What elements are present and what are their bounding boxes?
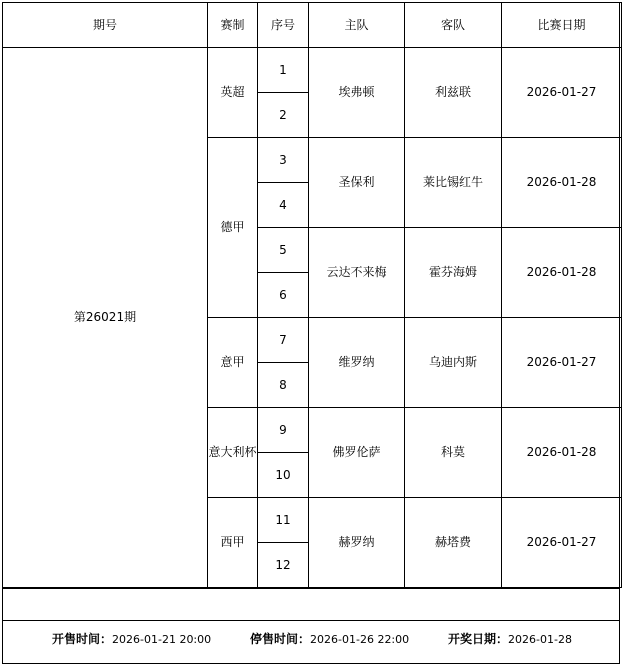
home-team-cell: 圣保利: [309, 138, 405, 228]
away-team-cell: 赫塔费: [405, 498, 502, 588]
draw-date-label: 开奖日期：: [448, 632, 509, 646]
home-team-cell: 佛罗伦萨: [309, 408, 405, 498]
league-cell: 意大利杯: [208, 408, 258, 498]
header-home-team: 主队: [309, 3, 405, 48]
seq-cell: 7: [258, 318, 309, 363]
match-date-cell: 2026-01-28: [502, 138, 622, 228]
header-match-date: 比赛日期: [502, 3, 622, 48]
seq-cell: 8: [258, 363, 309, 408]
home-team-cell: 维罗纳: [309, 318, 405, 408]
blank-row: [2, 588, 620, 621]
away-team-cell: 科莫: [405, 408, 502, 498]
league-cell: 英超: [208, 48, 258, 138]
header-seq: 序号: [258, 3, 309, 48]
sale-open-time: [52, 630, 211, 647]
away-team-cell: 莱比锡红牛: [405, 138, 502, 228]
match-date-cell: 2026-01-27: [502, 318, 622, 408]
home-team-cell: 埃弗顿: [309, 48, 405, 138]
home-team-cell: 云达不来梅: [309, 228, 405, 318]
match-date-cell: 2026-01-27: [502, 48, 622, 138]
table-header-row: [3, 3, 622, 48]
draw-date-value: 2026-01-28: [508, 633, 572, 646]
header-league: 赛制: [208, 3, 258, 48]
draw-date: [448, 630, 572, 647]
period-cell: 第26021期: [3, 48, 208, 588]
match-date-cell: 2026-01-28: [502, 408, 622, 498]
table-row: [3, 48, 622, 93]
league-cell: 意甲: [208, 318, 258, 408]
header-away-team: 客队: [405, 3, 502, 48]
seq-cell: 11: [258, 498, 309, 543]
seq-cell: 10: [258, 453, 309, 498]
match-date-cell: 2026-01-27: [502, 498, 622, 588]
seq-cell: 9: [258, 408, 309, 453]
league-cell: 西甲: [208, 498, 258, 588]
sale-open-label: 开售时间：: [52, 632, 113, 646]
seq-cell: 1: [258, 48, 309, 93]
away-team-cell: 乌迪内斯: [405, 318, 502, 408]
match-schedule-table: [2, 2, 622, 588]
sale-close-time: [250, 630, 409, 647]
match-date-cell: 2026-01-28: [502, 228, 622, 318]
sale-close-value: 2026-01-26 22:00: [310, 633, 410, 646]
away-team-cell: 霍芬海姆: [405, 228, 502, 318]
away-team-cell: 利兹联: [405, 48, 502, 138]
seq-cell: 3: [258, 138, 309, 183]
sale-close-label: 停售时间：: [250, 632, 311, 646]
seq-cell: 2: [258, 93, 309, 138]
seq-cell: 6: [258, 273, 309, 318]
sale-info-footer: [2, 620, 620, 664]
league-cell: 德甲: [208, 138, 258, 318]
seq-cell: 4: [258, 183, 309, 228]
header-period: 期号: [3, 3, 208, 48]
seq-cell: 5: [258, 228, 309, 273]
sale-open-value: 2026-01-21 20:00: [112, 633, 212, 646]
seq-cell: 12: [258, 543, 309, 588]
home-team-cell: 赫罗纳: [309, 498, 405, 588]
